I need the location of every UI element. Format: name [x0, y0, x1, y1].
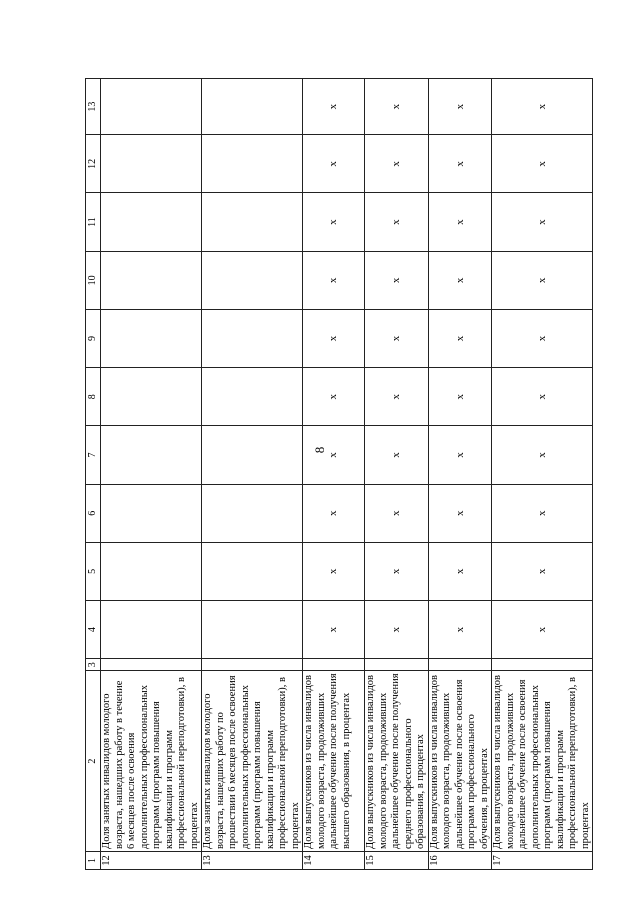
header-cell: 1: [86, 851, 101, 869]
table-row: [428, 79, 492, 870]
value-cell: [101, 426, 202, 484]
value-cell: x: [303, 601, 365, 659]
header-cell: 9: [86, 309, 101, 367]
indicator-name: Доля выпускников из числа инвалидов молодого возраста, продолживших дальнейшее обучение после получения среднего профессионального образования, в процентах: [365, 671, 429, 852]
header-cell: 5: [86, 542, 101, 600]
header-cell: 7: [86, 426, 101, 484]
value-cell: x: [492, 135, 593, 193]
value-cell: x: [492, 601, 593, 659]
value-cell: x: [428, 426, 492, 484]
header-cell: 13: [86, 79, 101, 135]
value-cell: [202, 251, 303, 309]
value-cell: x: [303, 426, 365, 484]
value-cell: [202, 193, 303, 251]
table-row: [202, 79, 303, 870]
value-cell: x: [492, 309, 593, 367]
value-cell: x: [365, 79, 429, 135]
header-cell: 12: [86, 135, 101, 193]
header-cell: 11: [86, 193, 101, 251]
table-row: [365, 79, 429, 870]
header-cell: 4: [86, 601, 101, 659]
value-cell: x: [428, 542, 492, 600]
header-cell: 2: [86, 671, 101, 852]
value-cell: [202, 542, 303, 600]
row-number: 14: [303, 851, 365, 869]
value-cell: [202, 79, 303, 135]
indicator-name: Доля занятых инвалидов молодого возраста, нашедших работу в течение 6 месяцев после освоения дополнительных профессиональных программ (программ повышения квалификации и программ профессиональной переподготовки), в процентах: [101, 671, 202, 852]
header-cell: 6: [86, 484, 101, 542]
value-cell: [303, 659, 365, 671]
value-cell: x: [303, 484, 365, 542]
value-cell: x: [303, 542, 365, 600]
value-cell: [202, 601, 303, 659]
value-cell: x: [428, 193, 492, 251]
value-cell: x: [303, 368, 365, 426]
value-cell: x: [365, 542, 429, 600]
value-cell: x: [428, 484, 492, 542]
indicator-name: Доля выпускников из числа инвалидов молодого возраста, продолживших дальнейшее обучение после освоения программ профессионального обучения, в процентах: [428, 671, 492, 852]
value-cell: x: [365, 426, 429, 484]
value-cell: [101, 659, 202, 671]
page-number: 8: [312, 446, 327, 454]
value-cell: x: [303, 193, 365, 251]
value-cell: [492, 659, 593, 671]
value-cell: x: [303, 135, 365, 193]
value-cell: x: [428, 368, 492, 426]
row-number: 12: [101, 851, 202, 869]
value-cell: [202, 368, 303, 426]
indicators-table: [85, 78, 593, 870]
value-cell: x: [492, 484, 593, 542]
value-cell: x: [365, 368, 429, 426]
value-cell: [101, 601, 202, 659]
table-row: [101, 79, 202, 870]
value-cell: [101, 484, 202, 542]
value-cell: [202, 426, 303, 484]
header-cell: 10: [86, 251, 101, 309]
value-cell: x: [428, 135, 492, 193]
value-cell: x: [365, 601, 429, 659]
indicator-name: Доля выпускников из числа инвалидов молодого возраста, продолживших дальнейшее обучение после освоения дополнительных профессиональных программ (программ повышения квалификации и программ профессиональной переподготовки), в процентах: [492, 671, 593, 852]
value-cell: [202, 659, 303, 671]
value-cell: x: [492, 79, 593, 135]
row-number: 13: [202, 851, 303, 869]
table-row: [492, 79, 593, 870]
value-cell: [101, 251, 202, 309]
value-cell: [428, 659, 492, 671]
value-cell: x: [492, 542, 593, 600]
value-cell: [202, 484, 303, 542]
value-cell: x: [365, 309, 429, 367]
value-cell: [101, 368, 202, 426]
value-cell: [202, 309, 303, 367]
header-cell: 8: [86, 368, 101, 426]
value-cell: x: [303, 79, 365, 135]
value-cell: x: [428, 601, 492, 659]
value-cell: x: [492, 193, 593, 251]
value-cell: [101, 542, 202, 600]
row-number: 16: [428, 851, 492, 869]
value-cell: x: [492, 368, 593, 426]
value-cell: x: [492, 251, 593, 309]
value-cell: [101, 309, 202, 367]
header-cell: 3: [86, 659, 101, 671]
value-cell: [101, 193, 202, 251]
value-cell: x: [365, 135, 429, 193]
header-row: [86, 79, 101, 870]
table-row: [303, 79, 365, 870]
row-number: 15: [365, 851, 429, 869]
value-cell: x: [365, 193, 429, 251]
value-cell: x: [428, 251, 492, 309]
indicator-name: Доля занятых инвалидов молодого возраста, нашедших работу по прошествии 6 месяцев после освоения дополнительных профессиональных программ (программ повышения квалификации и программ профессиональной переподготовки), в процентах: [202, 671, 303, 852]
value-cell: [101, 79, 202, 135]
value-cell: x: [365, 484, 429, 542]
table-body: [86, 79, 593, 870]
value-cell: x: [428, 309, 492, 367]
value-cell: x: [428, 79, 492, 135]
row-number: 17: [492, 851, 593, 869]
value-cell: x: [365, 251, 429, 309]
value-cell: [101, 135, 202, 193]
rotated-table-container: [85, 78, 591, 870]
indicator-name: Доля выпускников из числа инвалидов молодого возраста, продолживших дальнейшее обучение после получения высшего образования, в процентах: [303, 671, 365, 852]
value-cell: [365, 659, 429, 671]
value-cell: [202, 135, 303, 193]
value-cell: x: [303, 309, 365, 367]
value-cell: x: [492, 426, 593, 484]
value-cell: x: [303, 251, 365, 309]
